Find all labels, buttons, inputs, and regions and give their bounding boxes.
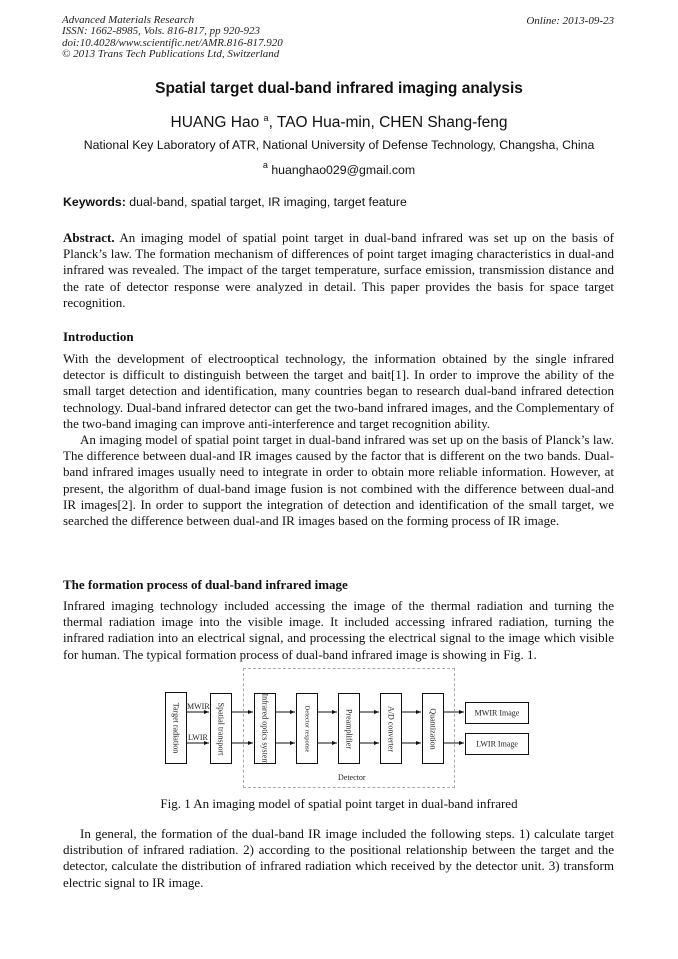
issn-line: ISSN: 1662-8985, Vols. 816-817, pp 920-923 [62, 25, 260, 38]
post-figure-body [63, 826, 614, 891]
box-infrared-optics: Infrared optics system [254, 693, 276, 764]
label-lwir-band: LWIR [188, 733, 208, 742]
email-sup: a [262, 160, 268, 170]
box-preamplifier: Preamplifier [338, 693, 360, 764]
box-detector-response: Detector response [296, 693, 318, 764]
box-mwir-image: MWIR Image [465, 702, 529, 724]
paragraph: Infrared imaging technology included accessing the image of the thermal radiation and turning the thermal radiation image into the visible image. It included accessing infrared radiation, turning the infrared radiation into an electrical signal, and processing the electrical signal to the image which visible for human. The typical formation process of dual-band infrared image is showing in Fig. 1. [63, 598, 614, 662]
paragraph: With the development of electrooptical technology, the information obtained by the single infrared detector is difficult to distinguish between the target and bait[1]. In order to improve the ability of the small target detection and identification, many countries began to research dual-band infrared detection technology. Dual-band infrared detector can get the two-band infrared images, and the Complementary of the two-band imaging can improve anti-interference and target recognition ability. [63, 351, 614, 431]
keywords-label: Keywords: [63, 195, 126, 209]
box-quantization: Quantization [422, 693, 444, 764]
doi-line: doi:10.4028/www.scientific.net/AMR.816-817.920 [62, 36, 283, 49]
abstract-text: An imaging model of spatial point target in dual-band infrared was set up on the basis of Planck’s law. The formation mechanism of differences of point target imaging characteristics in dual-and infrared was revealed. The impact of the target temperature, surface emission, transmission distance and the rate of detector response were analyzed in detail. This paper provides the basis for space target recognition. [63, 230, 614, 310]
section-heading-formation: The formation process of dual-band infrared image [63, 577, 348, 592]
online-date: Online: 2013-09-23 [526, 15, 614, 27]
affiliation: National Key Laboratory of ATR, National University of Defense Technology, Changsha, China [83, 138, 595, 152]
author-list [0, 113, 678, 132]
keywords-text: dual-band, spatial target, IR imaging, target feature [125, 195, 407, 209]
author-sup: a [263, 113, 269, 123]
author-rest: , TAO Hua-min, CHEN Shang-feng [268, 114, 508, 131]
copyright-line: © 2013 Trans Tech Publications Ltd, Switzerland [62, 47, 280, 60]
label-mwir-band: MWIR [187, 702, 210, 711]
box-lwir-image: LWIR Image [465, 733, 529, 755]
figure-caption: Fig. 1 An imaging model of spatial point target in dual-band infrared [160, 796, 518, 811]
abstract [63, 230, 614, 311]
paper-title: Spatial target dual-band infrared imaging analysis [155, 80, 523, 97]
formation-body [63, 598, 614, 663]
email-address[interactable]: huanghao029@gmail.com [271, 163, 416, 177]
journal-header [62, 15, 283, 60]
detector-group-label: Detector [338, 773, 366, 782]
introduction-body [63, 351, 614, 529]
paragraph: In general, the formation of the dual-band IR image included the following steps. 1) calculate target distribution of infrared radiation. 2) according to the positional relationship between the target and the detector, calculate the distribution of infrared radiation which received by the detector unit. 3) transform electric signal to IR image. [63, 826, 614, 890]
journal-name: Advanced Materials Research [62, 14, 195, 26]
box-target-radiation: Target radiation [165, 692, 187, 764]
author-email [0, 160, 678, 177]
box-spatial-transport: Spatial transport [210, 693, 232, 764]
author-first: HUANG Hao [170, 114, 260, 131]
keywords [63, 195, 407, 209]
detector-group [243, 668, 455, 788]
abstract-label: Abstract. [63, 230, 115, 245]
paragraph: An imaging model of spatial point target in dual-band infrared was set up on the basis of Planck’s law. The difference between dual-and IR images caused by the factor that is different on the two bands. Dual-band infrared images usually need to integrate in order to obtain more reliable information. However, at present, the algorithm of dual-band image fusion is not combined with the difference between dual-and IR images[2]. In order to support the integration of detection and identification of the small target, we searched the difference between dual-and IR images based on the forming process of IR image. [63, 432, 614, 529]
box-ad-converter: A/D converter [380, 693, 402, 764]
section-heading-introduction: Introduction [63, 329, 134, 344]
